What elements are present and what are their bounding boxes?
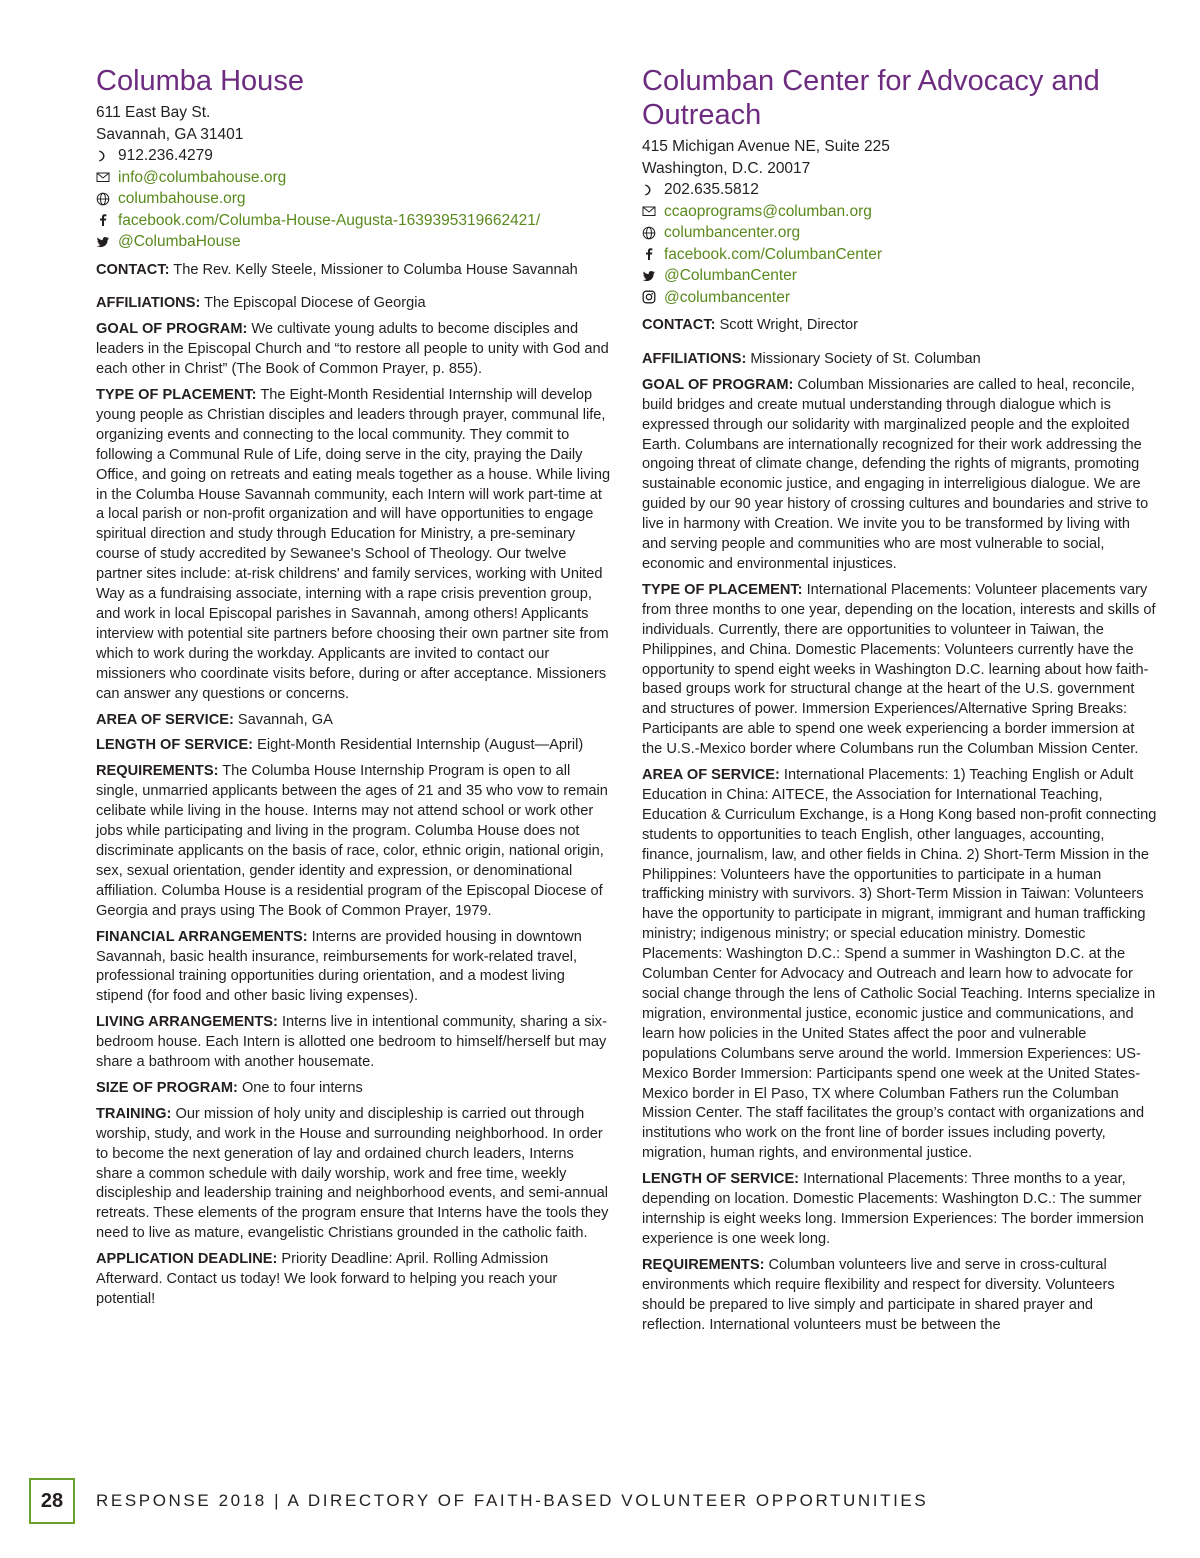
section-text: Eight-Month Residential Internship (August—April) [257,737,584,754]
living-section [96,1013,611,1073]
section-label: TRAINING: [96,1105,172,1122]
placement-section [96,386,611,705]
address-line: Savannah, GA 31401 [96,125,244,143]
training-section [96,1105,611,1244]
section-text: Interns live in intentional community, sharing a six-bedroom house. Each Intern is allotted one bedroom to himself/herself but may share a bathroom with another housemate. [96,1014,607,1071]
section-label: GOAL OF PROGRAM: [642,376,794,393]
twitter-row [642,265,1157,287]
section-text: Savannah, GA [237,711,333,728]
phone-number: 912.236.4279 [118,147,213,164]
facebook-row [642,244,1157,266]
org-title: Columba House [96,65,304,97]
website-link[interactable]: columbahouse.org [118,190,246,207]
email-row [642,201,1157,223]
size-section [96,1079,611,1099]
phone-icon [96,149,118,163]
requirements-section [642,1256,1157,1336]
right-column [642,64,1157,1341]
email-row [96,167,611,189]
section-text: International Placements: Volunteer placements vary from three months to one year, depending on the location, interests and skills of individuals. Currently, there are opportunities to volunteer in Taiwan, the Philippines, and China. Domestic Placements: Volunteers currently have the opportunity to spend eight weeks in Washington D.C. learning about how faith-based groups work for structural change at the heart of the U.S. government and structures of power. Immersion Experiences/Alternative Spring Breaks: Participants are able to spend one week experiencing a border immersion at the U.S.-Mexico border where Columbans run the Columban Mission Center. [642,581,1156,758]
goal-section [96,320,611,380]
website-row [642,222,1157,244]
section-text: Interns are provided housing in downtown Savannah, basic health insurance, reimbursements for work-related travel, professional training opportunities during orientation, and a modest living stipend (for food and other basic living expenses). [96,928,582,1005]
section-label: AFFILIATIONS: [642,350,747,367]
facebook-icon [642,247,664,261]
instagram-link[interactable]: @columbancenter [664,288,791,306]
deadline-section [96,1250,611,1310]
org-title: Columban Center for Advocacy and Outreach [642,65,1100,131]
section-label: LENGTH OF SERVICE: [96,737,254,754]
contact-section [96,261,611,281]
twitter-link[interactable]: @ColumbaHouse [118,233,241,250]
section-label: FINANCIAL ARRANGEMENTS: [96,928,308,945]
email-link[interactable]: ccaoprograms@columban.org [664,202,872,220]
financial-section [96,928,611,1008]
phone-row [96,145,611,167]
envelope-icon [642,204,664,218]
phone-row [642,179,1157,201]
affiliations-section [96,294,611,314]
phone-number: 202.635.5812 [664,181,759,198]
section-text: The Episcopal Diocese of Georgia [204,295,426,312]
twitter-icon [642,269,664,283]
footer-title: RESPONSE 2018 | A DIRECTORY OF FAITH-BASED VOLUNTEER OPPORTUNITIES [96,1491,929,1510]
address-line: 415 Michigan Avenue NE, Suite 225 [642,138,890,155]
section-label: TYPE OF PLACEMENT: [642,581,803,598]
section-label: AREA OF SERVICE: [642,767,780,784]
address-line: 611 East Bay St. [96,104,211,121]
section-text: The Columba House Internship Program is open to all single, unmarried applicants between the ages of 21 and 35 who vow to remain celibate while living in the house. Interns may not attend school or work other jobs while participating and living in the program. Columba House does not discriminate applicants on the basis of race, color, ethnic origin, national origin, sex, sexual orientation, gender identity and expression, or denominational affiliation. Columba House is a residential program of the Episcopal Diocese of Georgia and prays using The Book of Common Prayer, 1979. [96,763,608,919]
section-label: CONTACT: [642,317,716,333]
length-section [642,1170,1157,1250]
section-label: LIVING ARRANGEMENTS: [96,1014,278,1031]
facebook-icon [96,213,118,227]
section-label: GOAL OF PROGRAM: [96,321,248,338]
section-text: The Rev. Kelly Steele, Missioner to Columba House Savannah [173,261,578,278]
address-line: Washington, D.C. 20017 [642,159,811,177]
section-label: AFFILIATIONS: [96,295,201,312]
envelope-icon [96,170,118,184]
contact-section [642,316,1157,336]
section-text: Missionary Society of St. Columban [750,350,981,367]
page-footer [29,1478,1200,1526]
left-column [96,64,611,1316]
section-text: The Eight-Month Residential Internship will develop young people as Christian disciples and leaders through prayer, communal life, organizing events and connecting to the local community. They commit to following a Communal Rule of Life, doing serve in the city, praying the Daily Office, and going on retreats and eating meals together as a house. While living in the Columba House Savannah community, each Intern will work part-time at a local parish or non-profit organization and will have opportunities to engage spiritual direction and study through Education for Ministry, a pre-seminary course of study accredited by Sewanee's School of Theology. Our twelve partner sites include: at-risk childrens' and family services, working with United Way as a fundraising associate, interning with a rape crisis prevention group, and work in local Episcopal parishes in Savannah, among others! Applicants interview with potential site partners before choosing their own partner site from which to work during the workday. Applicants are invited to contact our missioners who coordinate visits before, during or after acceptance. Missioners can answer any questions or concerns. [96,387,611,702]
section-text: We cultivate young adults to become disciples and leaders in the Episcopal Church and “to restore all people to unity with God and each other in Christ” (The Book of Common Prayer, p. 855). [96,321,609,378]
section-label: APPLICATION DEADLINE: [96,1251,278,1268]
area-section [96,711,611,731]
globe-icon [642,226,664,240]
section-text: One to four interns [241,1079,363,1096]
requirements-section [96,762,611,921]
goal-section [642,376,1157,575]
email-link[interactable]: info@columbahouse.org [118,168,287,186]
facebook-link[interactable]: facebook.com/Columba-House-Augusta-1639395319662421/ [118,211,541,229]
website-row [96,188,611,210]
section-text: Columban Missionaries are called to heal, reconcile, build bridges and create mutual understanding through dialogue which is expressed through our solidarity with marginalized people and the exploited Earth. Columbans are internationally recognized for their work addressing the ongoing threat of climate change, defending the rights of migrants, promoting sustainable economic justice, and engaging in interreligious dialogue. We are guided by our 90 year history of crossing cultures and boundaries and strive to live in harmony with Creation. We invite you to be transformed by living with and serving people and communities who are most vulnerable to social, economic and environmental injustices. [642,376,1149,572]
section-label: LENGTH OF SERVICE: [642,1171,800,1188]
affiliations-section [642,350,1157,370]
website-link[interactable]: columbancenter.org [664,224,801,241]
phone-icon [642,183,664,197]
section-label: SIZE OF PROGRAM: [96,1079,238,1096]
section-label: REQUIREMENTS: [96,763,219,780]
placement-section [642,581,1157,760]
section-label: REQUIREMENTS: [642,1256,765,1273]
area-section [642,766,1157,1164]
section-text: Priority Deadline: April. Rolling Admission Afterward. Contact us today! We look forward to helping you reach your potential! [96,1251,558,1307]
section-text: Scott Wright, Director [719,317,858,333]
section-text: Columban volunteers live and serve in cross-cultural environments which require flexibility and respect for diversity. Volunteers should be prepared to live simply and participate in shared prayer and reflection. International volunteers must be between the [642,1256,1115,1333]
section-text: International Placements: 1) Teaching English or Adult Education in China: AITECE, the Association for International Teaching, Education & Curriculum Exchange, is a Hong Kong based non-profit connecting students to opportunities to teach English, other languages, accounting, finance, journalism, law, and other fields in China. 2) Short-Term Mission in the Philippines: Volunteers have the opportunities to participate in a human trafficking ministry with survivors. 3) Short-Term Mission in Taiwan: Volunteers have the opportunity to participate in migrant, immigrant and human trafficking ministry; indigenous ministry; or special education ministry. Domestic Placements: Washington D.C.: Spend a summer in Washington D.C. at the Columban Center for Advocacy and Outreach and learn how to advocate for social change through the lens of Catholic Social Teaching. Interns specialize in migration, environmental justice, economic justice and communications, and learn how policies in the United States affect the poor and vulnerable populations Columbans serve around the world. Immersion Experiences: US-Mexico Border Immersion: Participants spend one week at the United States-Mexico border in El Paso, TX where Columban Fathers run the Columban Mission Center. The staff facilitates the group’s contact with organizations and institutions who work on the front line of border issues including poverty, migration, human rights, and environmental justice. [642,767,1157,1162]
facebook-link[interactable]: facebook.com/ColumbanCenter [664,245,882,263]
globe-icon [96,192,118,206]
section-label: AREA OF SERVICE: [96,711,234,728]
length-section [96,736,611,756]
instagram-row [642,287,1157,309]
page-number: 28 [29,1478,75,1524]
section-label: CONTACT: [96,261,170,278]
twitter-row [96,231,611,253]
section-label: TYPE OF PLACEMENT: [96,387,257,404]
facebook-row [96,210,611,232]
section-text: International Placements: Three months to a year, depending on location. Domestic Placements: Washington D.C.: The summer internship is eight weeks long. Immersion Experiences: The border immersion experience is one week long. [642,1171,1144,1247]
section-text: Our mission of holy unity and discipleship is carried out through worship, study, and work in the House and surrounding neighborhood. In order to become the next generation of lay and ordained church leaders, Interns share a common schedule with daily worship, work and free time, weekly discipleship and leadership training and neighborhood events, and semi-annual retreats. These elements of the program ensure that Interns have the tools they need to live as mature, evangelistic Christians grounded in the catholic faith. [96,1105,609,1242]
twitter-link[interactable]: @ColumbanCenter [664,267,797,284]
instagram-icon [642,290,664,304]
twitter-icon [96,235,118,249]
